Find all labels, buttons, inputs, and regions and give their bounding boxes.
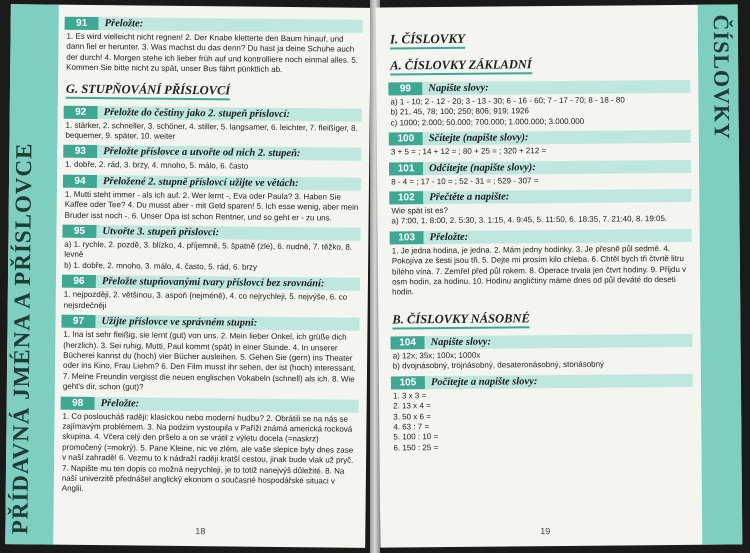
left-sidebar	[5, 4, 59, 544]
right-sidebar	[698, 4, 743, 544]
exercise-number: 102	[389, 191, 423, 204]
exercise-number: 93	[63, 145, 97, 158]
right-sidebar-title: ČÍSLOVKY	[708, 14, 735, 141]
exercise-title: Přeložené 2. stupně příslovcí užijte ve větách:	[97, 175, 361, 191]
section-title: A. ČÍSLOVKY ZÁKLADNÍ	[390, 57, 532, 75]
exercise-text: a) 1. rychle, 2. pozdě, 3. blízko, 4. příjemně, 5. špatně (zle), 6. nudně, 7. těžko, 8. levně b) 1. dobře, 2. mnoho, 3. málo, 4. často, 5. rád, 6. brzy	[64, 239, 353, 272]
exercise-title: Přeložte příslovce a utvořte od nich 2. stupeň:	[97, 145, 361, 161]
exercise-number: 104	[391, 336, 425, 349]
exercise-header	[389, 130, 691, 146]
exercise-title: Napište slovy:	[425, 334, 693, 349]
left-sidebar-title: PŘÍDAVNÁ JMÉNA A PŘÍSLOVCE	[7, 142, 37, 535]
section-title: G. STUPŇOVÁNÍ PŘÍSLOVCÍ	[66, 81, 230, 100]
right-page	[376, 4, 743, 547]
exercise-title: Napište slovy:	[422, 80, 690, 95]
exercise-text: 1. Co posloucháš raději: klasickou nebo moderní hudbu? 2. Obrátili se na nás se zajímavým problémem. 3. Na podzim vystoupila v Paříži známá americká rocková skupina. 4. Včera celý den pršelo a on se vrátil z výletu docela (=naskrz) promočený (=mokrý). 5. Pane Kleine, nic ve zlém, ale vaše slepice byly dnes zase v naší zahradě! 6. Vezmu to k nádraží raději kratší cestou, jinak bude vlak už pryč. 7. Napište mu ten dopis co možná nejrychleji, je to totiž nanejvýš důležité. 8. Na naší univerzitě přednášel anglický ekonom o současné hospodářské situaci v Anglii.	[61, 411, 354, 494]
exercise-title: Přeložte stupňovanými tvary příslovcí bez srovnání:	[96, 275, 360, 291]
exercise-title: Přečtěte a napište:	[423, 189, 691, 204]
exercise-header	[391, 334, 693, 350]
exercise-header	[62, 275, 360, 291]
exercise-number: 100	[389, 132, 423, 145]
exercise-title: Utvořte 3. stupeň příslovcí:	[96, 225, 360, 241]
left-content	[60, 13, 363, 500]
exercise-number: 97	[61, 315, 95, 328]
exercise-header	[61, 315, 359, 331]
exercise-text: a) 1 - 10; 2 - 12 - 20; 3 - 13 - 30; 6 - 16 - 60; 7 - 17 - 70; 8 - 18 - 80 b) 21, 45, 78; 100; 250; 806; 919; 1926 c) 1000; 2.000; 50.000; 700.000; 1.000.000; 3.000.000	[390, 95, 625, 128]
page-number: 19	[540, 526, 551, 537]
exercise-header	[388, 80, 690, 96]
exercise-number: 95	[62, 225, 96, 238]
exercise-header	[65, 17, 363, 33]
exercise-title: Sčítejte (napište slovy):	[423, 130, 691, 145]
exercise-number: 105	[391, 376, 425, 389]
section-title: B. ČÍSLOVKY NÁSOBNÉ	[392, 311, 530, 329]
exercise-header	[62, 225, 360, 241]
exercise-title: Přeložte:	[99, 17, 363, 33]
right-content	[388, 23, 694, 456]
exercise-header	[64, 105, 362, 121]
exercise-header	[61, 396, 359, 412]
exercise-text: 3 + 5 = ; 14 + 12 = ; 80 + 25 = ; 320 + 212 =	[390, 146, 547, 157]
exercise-header	[63, 145, 361, 161]
exercise-title: Počítejte a napište slovy:	[425, 374, 693, 389]
exercise-title: Užijte příslovce ve správném stupni:	[95, 315, 359, 331]
exercise-text: 1. Ina ist sehr fleißig, sie lernt (gut) von uns. 2. Mein lieber Onkel, ich grüße dich (herzlich). 3. Sei ruhig, Mutti, Paul kommt (spät) in einer Stunde. 4. In unserer Bücherei kannst du (hoch) vier Bücher ausleihen. 5. Gehen Sie (gern) ins Theater oder ins Kino, Frau Liehm? 6. Den Film musst ihr sehen, der ist (hoch) interessant. 7. Meine Freundin vergisst die neuen englischen Vokabeln (schnell) als ich. 8. Wie geht's dir, schon (gut)?	[62, 329, 356, 392]
exercise-number: 91	[65, 17, 99, 30]
exercise-number: 98	[61, 396, 95, 409]
exercise-number: 92	[64, 105, 98, 118]
exercise-number: 103	[390, 231, 424, 244]
exercise-title: Přeložte do češtiny jako 2. stupeň příslovcí:	[98, 106, 362, 122]
exercise-number: 96	[62, 275, 96, 288]
exercise-text: 1. dobře, 2. rád, 3. brzy, 4. mnoho, 5. málo, 6. často	[65, 160, 249, 172]
exercise-text: 8 - 4 = ; 17 - 10 = ; 52 - 31 = ; 529 - 307 =	[391, 175, 539, 187]
exercise-header	[390, 229, 692, 245]
left-page	[5, 4, 371, 548]
exercise-title: Přeložte:	[424, 229, 692, 244]
chapter-title: I. ČÍSLOVKY	[390, 31, 465, 50]
exercise-text: 1. Mutti steht immer - als ich auf. 2. Wer lernt -, Eva oder Paula? 3. Haben Sie Kaffee oder Tee? 4. Du musst aber - mit Geld sparen! 5. Ich esse wenig, aber mein Bruder isst noch -. 6. Unser Opa ist schon Rentner, und so geht er - zu uns.	[64, 189, 359, 223]
exercise-text: 1. Es wird vielleicht nicht regnen! 2. Der Knabe kletterte den Baum hinauf, und dann fiel er herunter. 3. Was machst du das denn? Du hast ja deine Schuhe auch der durch! 4. Morgen stehe ich lieber früh auf und kontrolliere noch einmal alles. 5. Kommen Sie bitte nicht zu spät, unser Bus fährt pünktlich ab.	[66, 31, 359, 75]
exercise-header	[389, 159, 691, 175]
exercise-text: 1. Je jedna hodina, je jedna. 2. Mám jedny hodinky. 3. Je přesně půl sedmé. 4. Pokojíva ze šesti jsou tři. 5. Dejte mi prosím kilo chleba. 6. Chtěl bych tři čtvrtě litru bílého vína. 7. Zemřel před půl rokem. 8. Operace trvala jen čtvrt hodiny. 9. Přijdu v osm hodin, za hodinu. 10. Hodinu angličtiny máme dnes od půl deváté do deseti hodin.	[391, 243, 687, 297]
exercise-text: 1. nejpozději, 2. většinou, 3. aspoň (nejméně), 4. co nejrychleji, 5. nejvýše, 6. co nejsrdečněji	[63, 289, 348, 310]
exercise-title: Přeložte:	[95, 397, 359, 413]
exercise-text: 1. stärker, 2. schneller, 3. schöner, 4. stiller, 5. langsamer, 6. leichter, 7. fleißiger, 8. bequemer, 9. später, 10. weiter	[65, 120, 358, 141]
exercise-header	[389, 189, 691, 205]
exercise-title: Odčítejte (napište slovy):	[423, 159, 691, 174]
exercise-header	[391, 374, 693, 390]
page-number: 18	[195, 526, 206, 537]
exercise-text: Wie spät ist es? a) 7:00, 1. 8:00, 2. 5:30, 3. 1:15, 4. 9:45, 5. 11:50, 6. 18:35, 7. 21:40, 8. 19:05.	[391, 205, 668, 226]
exercise-header	[63, 175, 361, 191]
exercise-text: 1. 3 x 3 = 2. 13 x 4 = 3. 50 x 6 = 4. 63 : 7 = 5. 100 : 10 = 6. 150 : 25 =	[392, 390, 439, 453]
exercise-number: 94	[63, 175, 97, 188]
exercise-number: 101	[389, 162, 423, 175]
exercise-number: 99	[388, 82, 422, 95]
exercise-text: a) 12x; 35x; 100x; 1000x b) dvojnásobný, trojnásobný, desateronásobný, stonásobný	[392, 350, 605, 371]
